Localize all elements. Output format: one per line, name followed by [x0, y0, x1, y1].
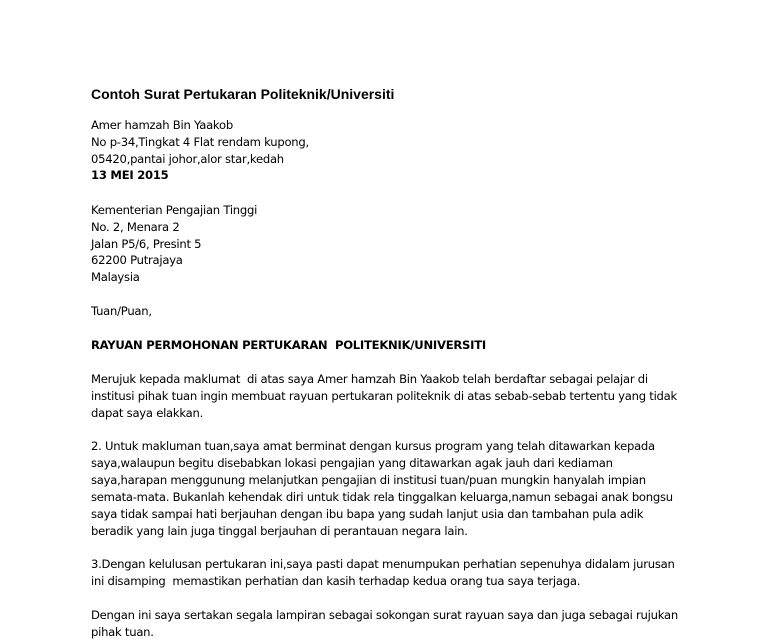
paragraph-2-line: saya,walaupun begitu disebabkan lokasi pengajian yang ditawarkan agak jauh dari kediaman [91, 456, 613, 470]
recipient-line-4: 62200 Putrajaya [91, 253, 183, 267]
paragraph-2 [91, 438, 691, 540]
paragraph-1-line: dapat saya elakkan. [91, 406, 204, 420]
paragraph-1-line: Merujuk kepada maklumat di atas saya Amer hamzah Bin Yaakob telah berdaftar sebagai pelajar di [91, 372, 648, 386]
paragraph-1-line: institusi pihak tuan ingin membuat rayuan pertukaran politeknik di atas sebab-sebab tertentu yang tidak [91, 389, 677, 403]
paragraph-3-line: ini disamping memastikan perhatian dan kasih terhadap kedua orang tua saya terjaga. [91, 574, 581, 588]
document-title: Contoh Surat Pertukaran Politeknik/Universiti [91, 86, 395, 102]
paragraph-1 [91, 371, 691, 422]
paragraph-4 [91, 607, 691, 641]
recipient-line-2: No. 2, Menara 2 [91, 220, 180, 234]
sender-address-line-2: 05420,pantai johor,alor star,kedah [91, 152, 284, 166]
paragraph-3-line: 3.Dengan kelulusan pertukaran ini,saya pasti dapat menumpukan perhatian sepenuhya didalam jurusan [91, 557, 675, 571]
salutation: Tuan/Puan, [91, 304, 152, 318]
paragraph-2-line: beradik yang lain juga tinggal berjauhan di perantauan negara lain. [91, 524, 468, 538]
paragraph-2-line: saya tidak sampai hati berjauhan dengan ibu bapa yang sudah lanjut usia dan tambahan pula adik [91, 507, 644, 521]
paragraph-2-line: semata-mata. Bukanlah kehendak diri untuk tidak rela tinggalkan keluarga,namun sebagai anak bongsu [91, 490, 673, 504]
letter-subject: RAYUAN PERMOHONAN PERTUKARAN POLITEKNIK/UNIVERSITI [91, 338, 486, 352]
paragraph-3 [91, 556, 691, 590]
letter-date: 13 MEI 2015 [91, 168, 169, 182]
paragraph-2-line: 2. Untuk makluman tuan,saya amat berminat dengan kursus program yang telah ditawarkan kepada [91, 439, 655, 453]
sender-address-line-1: No p-34,Tingkat 4 Flat rendam kupong, [91, 135, 309, 149]
sender-name: Amer hamzah Bin Yaakob [91, 118, 233, 132]
paragraph-4-line: pihak tuan. [91, 625, 154, 639]
recipient-line-5: Malaysia [91, 270, 140, 284]
paragraph-4-line: Dengan ini saya sertakan segala lampiran sebagai sokongan surat rayuan saya dan juga sebagai rujukan [91, 608, 678, 622]
recipient-line-1: Kementerian Pengajian Tinggi [91, 203, 258, 217]
paragraph-2-line: saya,harapan menggunung melanjutkan pengajian di institusi tuan/puan mungkin hanyalah impian [91, 473, 646, 487]
recipient-line-3: Jalan P5/6, Presint 5 [91, 237, 202, 251]
